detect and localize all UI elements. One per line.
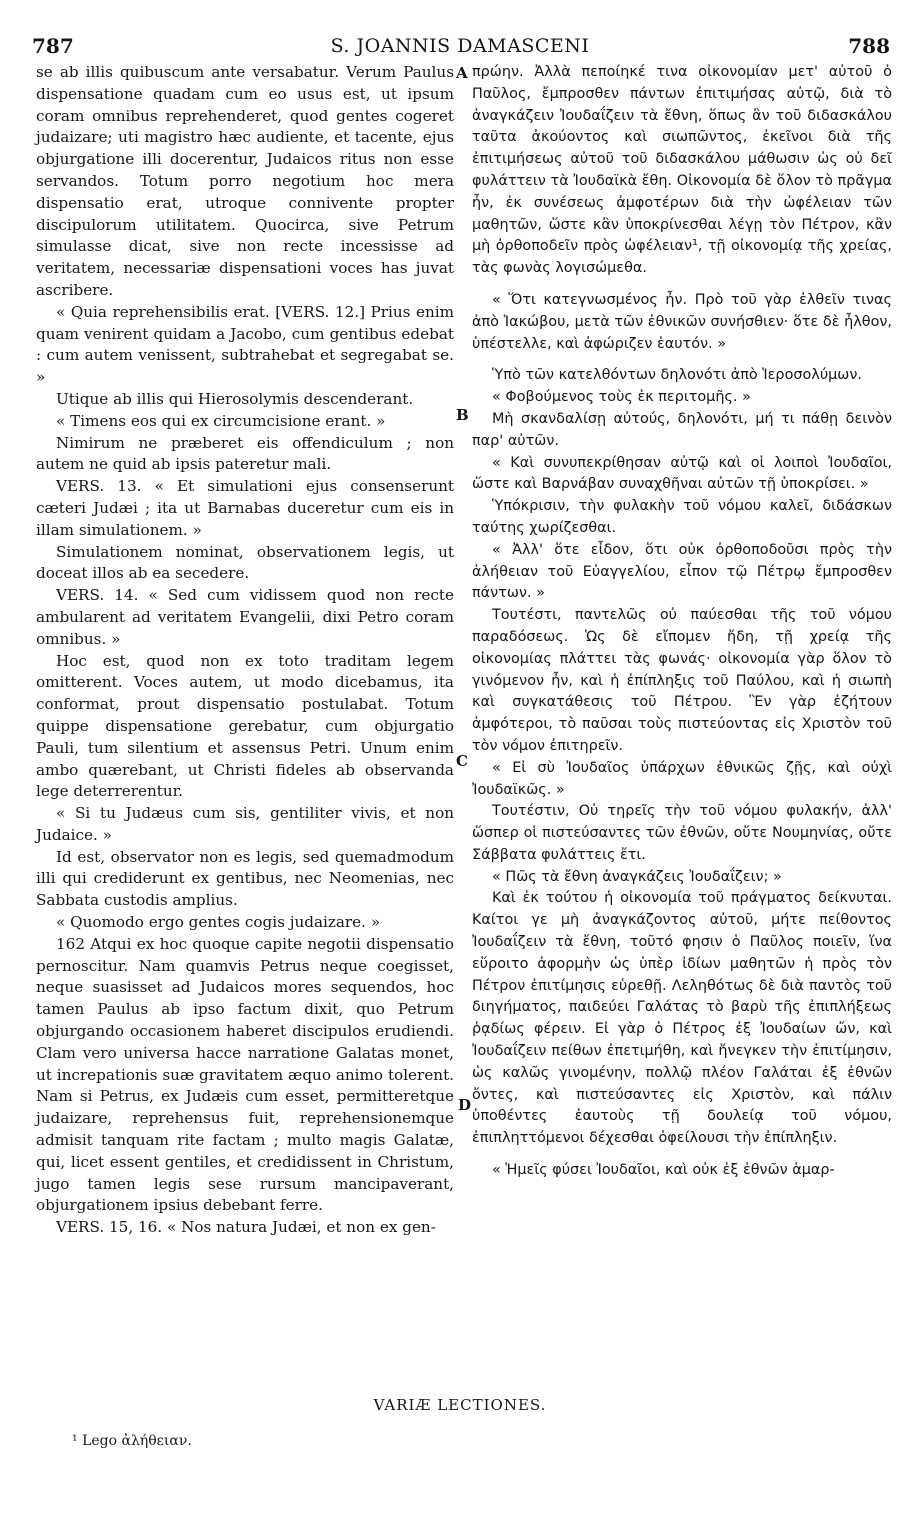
- greek-paragraph: Τουτέστι, παντελῶς οὐ παύεσθαι τῆς τοῦ νόμου παραδόσεως. Ὡς δὲ εἴπομεν ἤδη, τῇ χρείᾳ τῆς οἰκονομίας πλάττει τὰς φωνάς· οἰκονομία γὰρ ὅλον τὸ γινόμενον ἦν, καὶ ἡ ἐπίπληξις τοῦ Παύλου, καὶ ἡ σιωπὴ καὶ συγκατάθεσις τοῦ Πέτρου. Ἓν γὰρ ἐζήτουν ἀμφότεροι, τὸ παῦσαι τοὺς πιστεύοντας εἰς Χριστὸν τοῦ τὸν νόμον ἐπιτηρεῖν.: [472, 607, 892, 754]
- latin-paragraph: 162 Atqui ex hoc quoque capite negotii dispensatio pernoscitur. Nam quamvis Petrus neque coegisset, neque suasisset ad Judaicos mores sequendos, hoc tamen Paulus ab ipso factum dixit, quo Petrum objurgando occasionem haberet discipulos erudiendi. Clam vero universa hacce narratione Galatas monet, ut increpationis suæ gravitatem æquo animo tolerent. Nam si Petrus, ex Judæis cum esset, permitteretque judaizare, reprehensus fuit, reprehensionemque admisit tanquam rite factam ; multo magis Galatæ, qui, licet essent gentiles, et credidissent in Christum, jugo tamen legis sese rursum mancipaverant, objurgationem ipsius debebant ferre.: [36, 934, 454, 1215]
- latin-paragraph: VERS. 14. « Sed cum vidissem quod non recte ambularent ad veritatem Evangelii, dixi Petro coram omnibus. »: [36, 586, 454, 648]
- latin-paragraph: « Timens eos qui ex circumcisione erant. »: [56, 411, 386, 430]
- latin-paragraph: Utique ab illis qui Hierosolymis descenderant.: [56, 389, 414, 408]
- right-page-number: 788: [848, 34, 890, 58]
- latin-paragraph: Nimirum ne præberet eis offendiculum ; non autem ne quid ab ipsis pateretur mali.: [36, 433, 454, 474]
- latin-paragraph: VERS. 13. « Et simulationi ejus consenserunt cæteri Judæi ; ita ut Barnabas duceretur cum eis in illam simulationem. »: [36, 477, 454, 539]
- greek-paragraph: Καὶ ἐκ τούτου ἡ οἰκονομία τοῦ πράγματος δείκνυται. Καίτοι γε μὴ ἀναγκάζοντος αὐτοῦ, μήτε πείθοντος Ἰουδαΐζειν τὰ ἔθνη, τοῦτό φησιν ὁ Παῦλος ποιεῖν, ἵνα εὕροιτο ἀφορμὴν ὡς ὑπὲρ ἰδίων μαθητῶν ἡ πρὸς τὸν Πέτρον ἐπιτίμησις εὑρεθῇ. Λεληθότως δὲ διὰ παντὸς τοῦ διηγήματος, παιδεύει Γαλάτας τὸ βαρὺ τῆς ἐπιπλήξεως ῥᾳδίως φέρειν. Εἰ γὰρ ὁ Πέτρος ἐξ Ἰουδαίων ὤν, καὶ Ἰουδαΐζειν πείθων ἐπετιμήθη, καὶ ἤνεγκεν τὴν ἐπιτίμησιν, ὡς καλῶς γινομένην, πολλῷ πλέον Γαλάται ἐξ ἐθνῶν ὄντες, καὶ πιστεύσαντες εἰς Χριστὸν, καὶ πάλιν ὑποθέντες ἑαυτοὺς τῇ δουλείᾳ τοῦ νόμου, ἐπιπληττόμενοι δέχεσθαι ὀφείλουσι τὴν ἐπίπληξιν.: [472, 890, 892, 1147]
- latin-paragraph: « Quia reprehensibilis erat. [VERS. 12.] Prius enim quam venirent quidam a Jacobo, cum gentibus edebat : cum autem venissent, subtrahebat et segregabat se. »: [36, 302, 454, 387]
- greek-paragraph: « Φοβούμενος τοὺς ἐκ περιτομῆς. »: [492, 389, 751, 406]
- latin-paragraph: VERS. 15, 16. « Nos natura Judæi, et non ex gen-: [56, 1218, 436, 1237]
- margin-letter-d: D: [458, 1096, 472, 1114]
- greek-paragraph: « Εἰ σὺ Ἰουδαῖος ὑπάρχων ἐθνικῶς ζῇς, καὶ οὐχὶ Ἰουδαϊκῶς. »: [472, 759, 892, 798]
- greek-paragraph: « Ἡμεῖς φύσει Ἰουδαῖοι, καὶ οὐκ ἐξ ἐθνῶν ἁμαρ-: [492, 1162, 835, 1179]
- greek-column: [472, 62, 892, 1182]
- greek-paragraph: « Καὶ συνυπεκρίθησαν αὐτῷ καὶ οἱ λοιποὶ Ἰουδαῖοι, ὥστε καὶ Βαρνάβαν συναχθῆναι αὐτῶν τῇ ὑποκρίσει. »: [472, 454, 892, 493]
- greek-paragraph: Ὑπὸ τῶν κατελθόντων δηλονότι ἀπὸ Ἱεροσολύμων.: [492, 367, 862, 384]
- latin-paragraph: Id est, observator non es legis, sed quemadmodum illi qui crediderunt ex gentibus, nec Neomenias, nec Sabbata custodis amplius.: [36, 847, 454, 910]
- left-page-number: 787: [32, 34, 74, 58]
- latin-paragraph: Hoc est, quod non ex toto traditam legem omitterent. Voces autem, ut modo dicebamus, ita conformat, prout dispensatio postulabat. Totum quippe dispensatione gerebatur, cum objurgatio Pauli, tum silentium et assensus Petri. Unum enim ambo quærebant, ut Christi fideles ab observanda lege deterrerentur.: [36, 651, 454, 801]
- margin-letter-c: C: [456, 752, 468, 770]
- latin-paragraph: « Si tu Judæus cum sis, gentiliter vivis, et non Judaice. »: [36, 804, 454, 844]
- margin-letter-b: B: [456, 406, 469, 424]
- latin-paragraph: Simulationem nominat, observationem legis, ut doceat illos ab ea secedere.: [36, 542, 454, 583]
- greek-paragraph: Μὴ σκανδαλίσῃ αὐτούς, δηλονότι, μή τι πάθῃ δεινὸν παρ' αὐτῶν.: [472, 410, 892, 449]
- greek-paragraph: Τουτέστιν, Οὐ τηρεῖς τὴν τοῦ νόμου φυλακήν, ἀλλ' ὥσπερ οἱ πιστεύσαντες τῶν ἐθνῶν, οὔτε Νουμηνίας, οὔτε Σάββατα φυλάττεις ἔτι.: [472, 803, 892, 863]
- latin-paragraph: se ab illis quibuscum ante versabatur. Verum Paulus dispensatione quadam cum eo usus est, ut ipsum coram omnibus reprehenderet, quod gentes cogeret judaizare; uti magistro hæc audiente, et tacente, ejus objurgatione illi docerentur, Judaicos ritus non esse servandos. Totum porro negotium hoc mera dispensatio erat, utroque connivente propter discipulorum utilitatem. Quocirca, sive Petrum simulasse dicat, sive non recte incessisse ad veritatem, necessariæ dispensationi voces has juvat ascribere.: [36, 63, 454, 299]
- variae-lectiones-heading: VARIÆ LECTIONES.: [373, 1396, 547, 1414]
- latin-column: [36, 62, 454, 1239]
- greek-paragraph: « Ἀλλ' ὅτε εἶδον, ὅτι οὐκ ὀρθοποδοῦσι πρὸς τὴν ἀλήθειαν τοῦ Εὐαγγελίου, εἶπον τῷ Πέτρῳ ἔμπροσθεν πάντων. »: [472, 541, 892, 602]
- footnote: ¹ Lego ἀλήθειαν.: [72, 1433, 192, 1449]
- running-title: S. JOANNIS DAMASCENI: [330, 35, 590, 57]
- margin-letter-a: A: [456, 64, 468, 82]
- greek-paragraph: Ὑπόκρισιν, τὴν φυλακὴν τοῦ νόμου καλεῖ, διδάσκων ταύτης χωρίζεσθαι.: [472, 498, 892, 536]
- greek-paragraph: « Ὅτι κατεγνωσμένος ἦν. Πρὸ τοῦ γὰρ ἐλθεῖν τινας ἀπὸ Ἰακώβου, μετὰ τῶν ἐθνικῶν συνήσθιεν· ὅτε δὲ ἦλθον, ὑπέστελλε, καὶ ἀφώριζεν ἑαυτόν. »: [472, 291, 892, 352]
- greek-paragraph: « Πῶς τὰ ἔθνη ἀναγκάζεις Ἰουδαΐζειν; »: [492, 868, 782, 885]
- latin-paragraph: « Quomodo ergo gentes cogis judaizare. »: [56, 913, 381, 932]
- greek-paragraph: πρώην. Ἀλλὰ πεποίηκέ τινα οἰκονομίαν μετ' αὐτοῦ ὁ Παῦλος, ἔμπροσθεν πάντων ἐπιτιμήσας αὐτῷ, διὰ τὸ ἀναγκάζειν Ἰουδαΐζειν τὰ ἔθνη, ὅπως ἂν τοῦ διδασκάλου ταῦτα ἀκούοντος καὶ σιωπῶντος, ἐκεῖνοι διὰ τῆς ἐπιτιμήσεως αὐτοῦ τοῦ διδασκάλου μάθωσιν ὡς οὐ δεῖ φυλάττειν τὰ Ἰουδαϊκὰ ἔθη. Οἰκονομία δὲ ὅλον τὸ πρᾶγμα ἦν, ἐκ συνέσεως ἀμφοτέρων διὰ τὴν ὠφέλειαν τῶν μαθητῶν, ὥστε κἂν ὑποκρίνεσθαι λέγῃ τὸν Πέτρον, κἂν μὴ ὀρθοποδεῖν πρὸς ὠφέλειαν¹, τῇ οἰκονομίᾳ τῆς χρείας, τὰς φωνὰς λογισώμεθα.: [472, 64, 892, 277]
